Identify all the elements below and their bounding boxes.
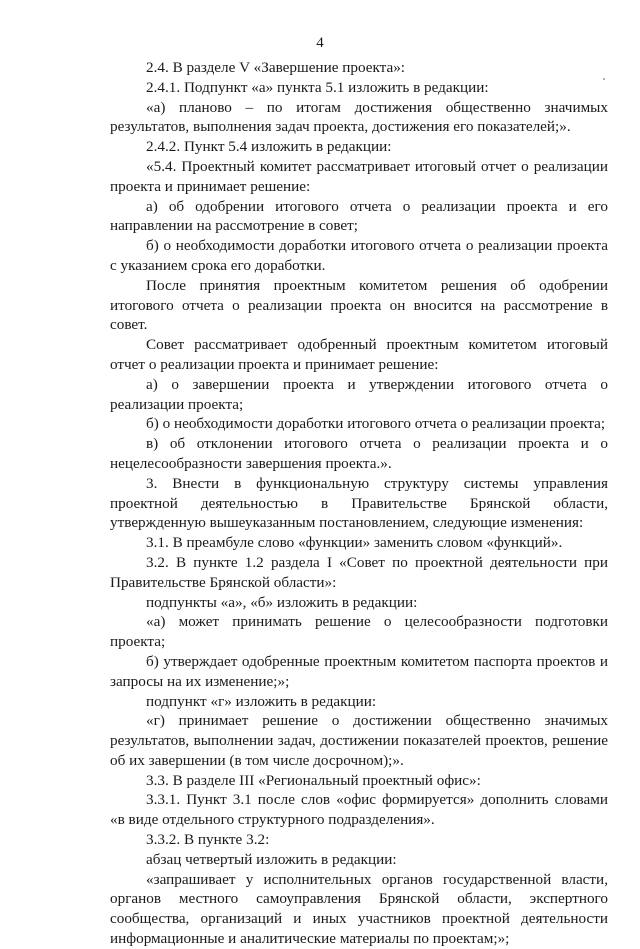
document-body xyxy=(110,58,608,949)
paragraph: 3.1. В преамбуле слово «функции» заменить словом «функций». xyxy=(146,534,563,552)
paragraph: 3.3. В разделе III «Региональный проектный офис»: xyxy=(146,771,481,789)
paragraph: «5.4. Проектный комитет рассматривает итоговый отчет о реализации проекта и принимает решение: xyxy=(110,157,608,195)
paragraph: подпункт «г» изложить в редакции: xyxy=(146,692,377,710)
paragraph: б) утверждает одобренные проектным комитетом паспорта проектов и запросы на их изменение;»; xyxy=(110,652,608,690)
paragraph: а) об одобрении итогового отчета о реализации проекта и его направлении на рассмотрение в совет; xyxy=(110,197,608,235)
paragraph: После принятия проектным комитетом решения об одобрении итогового отчета о реализации проекта он вносится на рассмотрение в совет. xyxy=(110,276,608,334)
paragraph: б) о необходимости доработки итогового отчета о реализации проекта; xyxy=(146,415,606,433)
paragraph: 3. Внести в функциональную структуру системы управления проектной деятельностью в Правительстве Брянской области, утвержденную вышеуказанным постановлением, следующие изменения: xyxy=(110,474,608,532)
paragraph: 3.2. В пункте 1.2 раздела I «Совет по проектной деятельности при Правительстве Брянской области»: xyxy=(110,553,608,591)
paragraph: в) об отклонении итогового отчета о реализации проекта и о нецелесообразности завершения проекта.». xyxy=(110,435,608,472)
paragraph: абзац четвертый изложить в редакции: xyxy=(146,850,397,868)
paragraph: «г) принимает решение о достижении общественно значимых результатов, выполнении задач, достижении показателей проектов, решение об их завершении (в том числе досрочном);». xyxy=(110,712,608,769)
paragraph: 2.4.1. Подпункт «а» пункта 5.1 изложить в редакции: xyxy=(146,78,489,96)
paragraph: Совет рассматривает одобренный проектным комитетом итоговый отчет о реализации проекта и принимает решение: xyxy=(110,336,608,373)
paragraph: 2.4.2. Пункт 5.4 изложить в редакции: xyxy=(146,138,392,156)
paragraph: подпункты «а», «б» изложить в редакции: xyxy=(146,593,418,611)
paragraph: б) о необходимости доработки итогового отчета о реализации проекта с указанием срока его доработки. xyxy=(110,237,608,274)
paragraph: «а) планово – по итогам достижения общественно значимых результатов, выполнения задач проекта, достижения его показателей;». xyxy=(110,98,608,136)
page-number: 4 xyxy=(316,35,324,51)
paragraph: 2.4. В разделе V «Завершение проекта»: xyxy=(146,59,406,76)
paragraph: «а) может принимать решение о целесообразности подготовки проекта; xyxy=(110,613,608,651)
paragraph: «запрашивает у исполнительных органов государственной власти, органов местного самоуправления Брянской области, экспертного сообщества, организаций и иных участников проектной деятельности информационные и аналитические материалы по проектам;»; xyxy=(110,870,608,948)
paragraph: а) о завершении проекта и утверждении итогового отчета о реализации проекта; xyxy=(110,375,608,413)
paragraph: 3.3.1. Пункт 3.1 после слов «офис формируется» дополнить словами «в виде отдельного структурного подразделения». xyxy=(110,791,608,829)
paragraph: 3.3.2. В пункте 3.2: xyxy=(146,831,270,849)
